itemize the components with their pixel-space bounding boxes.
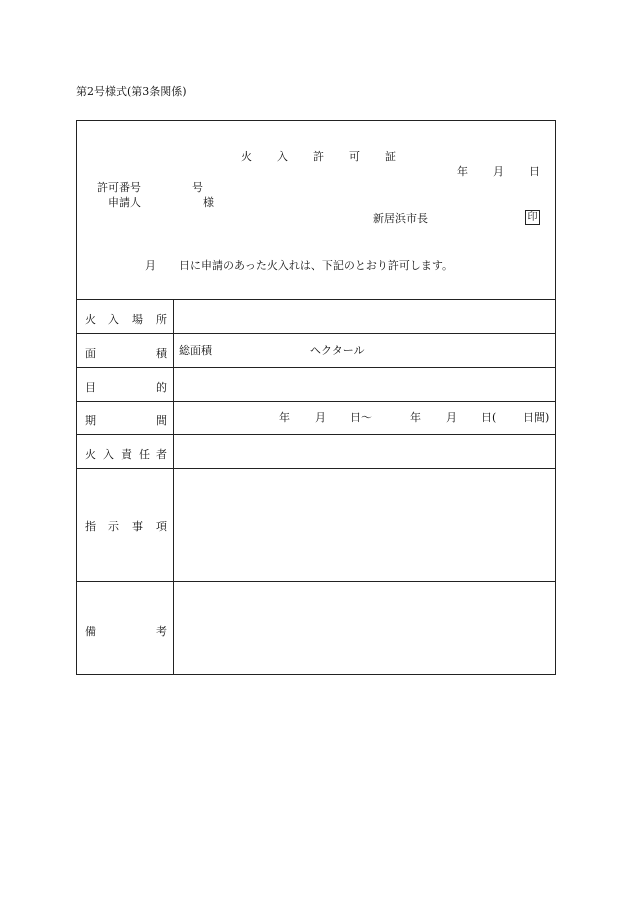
period-end-month: 月 bbox=[446, 411, 457, 424]
title-char-3: 許 bbox=[313, 150, 324, 163]
title-char-4: 可 bbox=[349, 150, 360, 163]
label-char: 事 bbox=[132, 520, 143, 533]
label-char: 期 bbox=[85, 414, 96, 427]
date-month: 月 bbox=[493, 165, 504, 178]
period-start-year: 年 bbox=[279, 411, 290, 424]
label-char: 場 bbox=[132, 313, 143, 326]
title-char-2: 入 bbox=[277, 150, 288, 163]
label-char: 示 bbox=[108, 520, 119, 533]
row-label-responsible bbox=[85, 446, 167, 461]
area-prefix: 総面積 bbox=[179, 344, 212, 357]
label-char: 項 bbox=[156, 520, 167, 533]
form-number: 第2号様式(第3条関係) bbox=[76, 85, 187, 98]
row-label-purpose bbox=[85, 379, 167, 394]
title-char-1: 火 bbox=[241, 150, 252, 163]
period-start-month: 月 bbox=[315, 411, 326, 424]
row-label-remarks bbox=[85, 623, 167, 638]
row-divider bbox=[77, 401, 555, 402]
row-label-instructions bbox=[85, 518, 167, 533]
period-end-day: 日( bbox=[481, 411, 497, 424]
permit-form bbox=[76, 120, 556, 675]
label-char: 積 bbox=[156, 347, 167, 360]
row-divider bbox=[77, 333, 555, 334]
label-char: 入 bbox=[108, 313, 119, 326]
seal-mark: 印 bbox=[525, 210, 540, 225]
row-divider bbox=[77, 468, 555, 469]
label-char: 入 bbox=[103, 448, 114, 461]
period-start-day: 日〜 bbox=[350, 411, 372, 424]
label-char: 面 bbox=[85, 347, 96, 360]
label-char: 責 bbox=[121, 448, 132, 461]
label-char: 火 bbox=[85, 313, 96, 326]
label-char: 火 bbox=[85, 448, 96, 461]
label-char: 任 bbox=[139, 448, 150, 461]
label-char: 指 bbox=[85, 520, 96, 533]
row-divider bbox=[77, 434, 555, 435]
period-days: 日間) bbox=[523, 411, 550, 424]
title-char-5: 証 bbox=[385, 150, 396, 163]
date-day: 日 bbox=[529, 165, 540, 178]
permit-number-label: 許可番号 bbox=[97, 181, 141, 194]
label-char: 考 bbox=[156, 625, 167, 638]
column-divider bbox=[173, 299, 174, 674]
row-divider bbox=[77, 367, 555, 368]
label-char: 間 bbox=[156, 414, 167, 427]
label-char: 的 bbox=[156, 381, 167, 394]
row-divider bbox=[77, 299, 555, 300]
label-char: 所 bbox=[156, 313, 167, 326]
row-label-location bbox=[85, 311, 167, 326]
issuer-name: 新居浜市長 bbox=[373, 212, 428, 225]
date-year: 年 bbox=[457, 165, 468, 178]
applicant-label: 申請人 bbox=[108, 196, 141, 209]
row-divider bbox=[77, 581, 555, 582]
label-char: 備 bbox=[85, 625, 96, 638]
period-end-year: 年 bbox=[410, 411, 421, 424]
row-label-area bbox=[85, 345, 167, 360]
area-unit: ヘクタール bbox=[310, 344, 365, 357]
statement-text: 日に申請のあった火入れは、下記のとおり許可します。 bbox=[179, 259, 454, 272]
row-label-period bbox=[85, 412, 167, 427]
label-char: 目 bbox=[85, 381, 96, 394]
label-char: 者 bbox=[156, 448, 167, 461]
permit-number-suffix: 号 bbox=[192, 181, 203, 194]
applicant-suffix: 様 bbox=[203, 196, 214, 209]
statement-month: 月 bbox=[145, 259, 156, 272]
